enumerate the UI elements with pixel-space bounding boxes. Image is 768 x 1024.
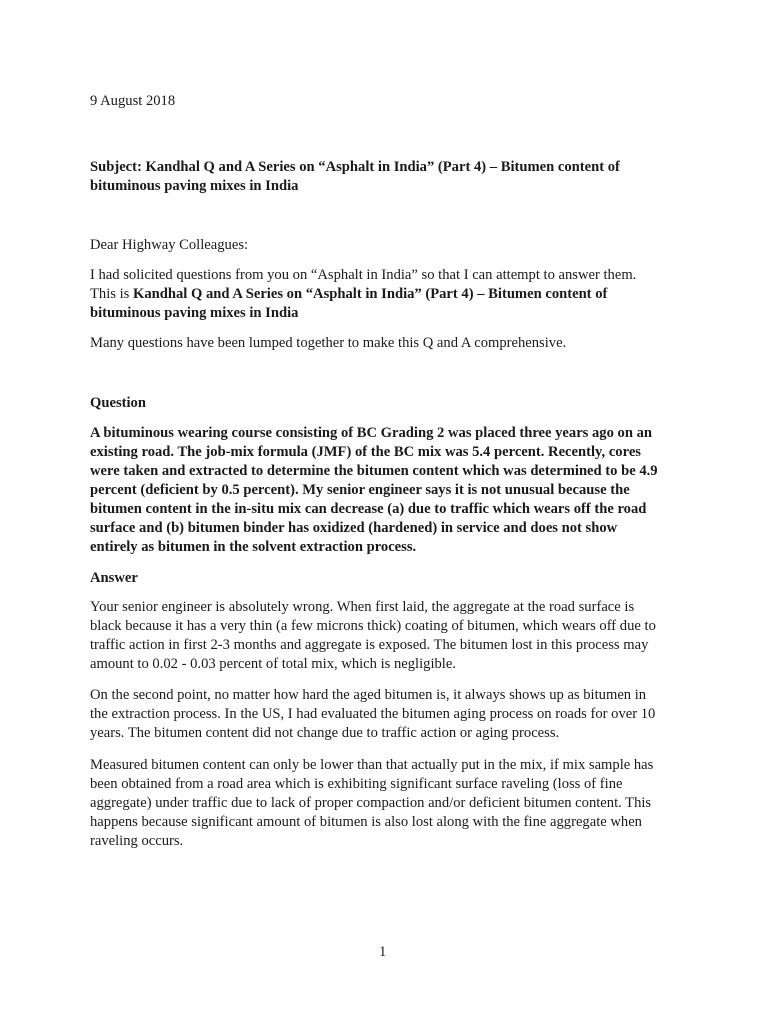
intro-line-2-bold: Kandhal Q and A Series on “Asphalt in India” (Part 4) – Bitumen content of [132, 286, 608, 302]
letter-date: 9 August 2018 [90, 93, 176, 109]
question-line-4: percent (deficient by 0.5 percent). My senior engineer says it is not unusual because the [90, 482, 630, 498]
answer-p2-line-2: the extraction process. In the US, I had evaluated the bitumen aging process on roads for over 10 [90, 706, 656, 722]
question-line-5: bitumen content in the in-situ mix can decrease (a) due to traffic which wears off the road [90, 501, 647, 517]
answer-heading: Answer [90, 570, 138, 586]
answer-p1-line-2: black because it has a very thin (a few microns thick) coating of bitumen, which wears off due to [90, 618, 656, 634]
page-number: 1 [379, 944, 387, 960]
question-line-1: A bituminous wearing course consisting of BC Grading 2 was placed three years ago on an [90, 425, 653, 441]
question-line-3: were taken and extracted to determine the bitumen content which was determined to be 4.9 [90, 463, 658, 479]
question-line-6: surface and (b) bitumen binder has oxidized (hardened) in service and does not show [90, 520, 618, 536]
answer-p2-line-1: On the second point, no matter how hard the aged bitumen is, it always shows up as bitumen in [90, 687, 647, 703]
answer-p1-line-1: Your senior engineer is absolutely wrong. When first laid, the aggregate at the road surface is [90, 599, 635, 615]
intro-line-2 [90, 285, 607, 304]
question-line-7: entirely as bitumen in the solvent extraction process. [90, 539, 417, 555]
answer-p1-line-4: amount to 0.02 - 0.03 percent of total mix, which is negligible. [90, 656, 456, 672]
subject-line-1: Subject: Kandhal Q and A Series on “Asphalt in India” (Part 4) – Bitumen content of [90, 159, 620, 175]
intro-line-2-prefix: This is [90, 286, 133, 302]
question-line-2: existing road. The job-mix formula (JMF) of the BC mix was 5.4 percent. Recently, cores [90, 444, 641, 460]
intro-note: Many questions have been lumped together to make this Q and A comprehensive. [90, 335, 567, 351]
document-page [90, 0, 690, 1024]
answer-p3-line-4: happens because significant amount of bitumen is also lost along with the fine aggregate when [90, 814, 642, 830]
answer-p3-line-1: Measured bitumen content can only be lower than that actually put in the mix, if mix sample has [90, 757, 654, 773]
subject-line-2: bituminous paving mixes in India [90, 178, 299, 194]
answer-p3-line-3: aggregate) under traffic due to lack of proper compaction and/or deficient bitumen content. This [90, 795, 652, 811]
salutation: Dear Highway Colleagues: [90, 237, 249, 253]
intro-line-1: I had solicited questions from you on “Asphalt in India” so that I can attempt to answer them. [90, 267, 637, 283]
intro-line-3: bituminous paving mixes in India [90, 305, 299, 321]
answer-p2-line-3: years. The bitumen content did not change due to traffic action or aging process. [90, 725, 560, 741]
answer-p3-line-2: been obtained from a road area which is exhibiting significant surface raveling (loss of fine [90, 776, 623, 792]
answer-p3-line-5: raveling occurs. [90, 833, 184, 849]
question-heading: Question [90, 395, 146, 411]
answer-p1-line-3: traffic action in first 2-3 months and aggregate is exposed. The bitumen lost in this process may [90, 637, 649, 653]
